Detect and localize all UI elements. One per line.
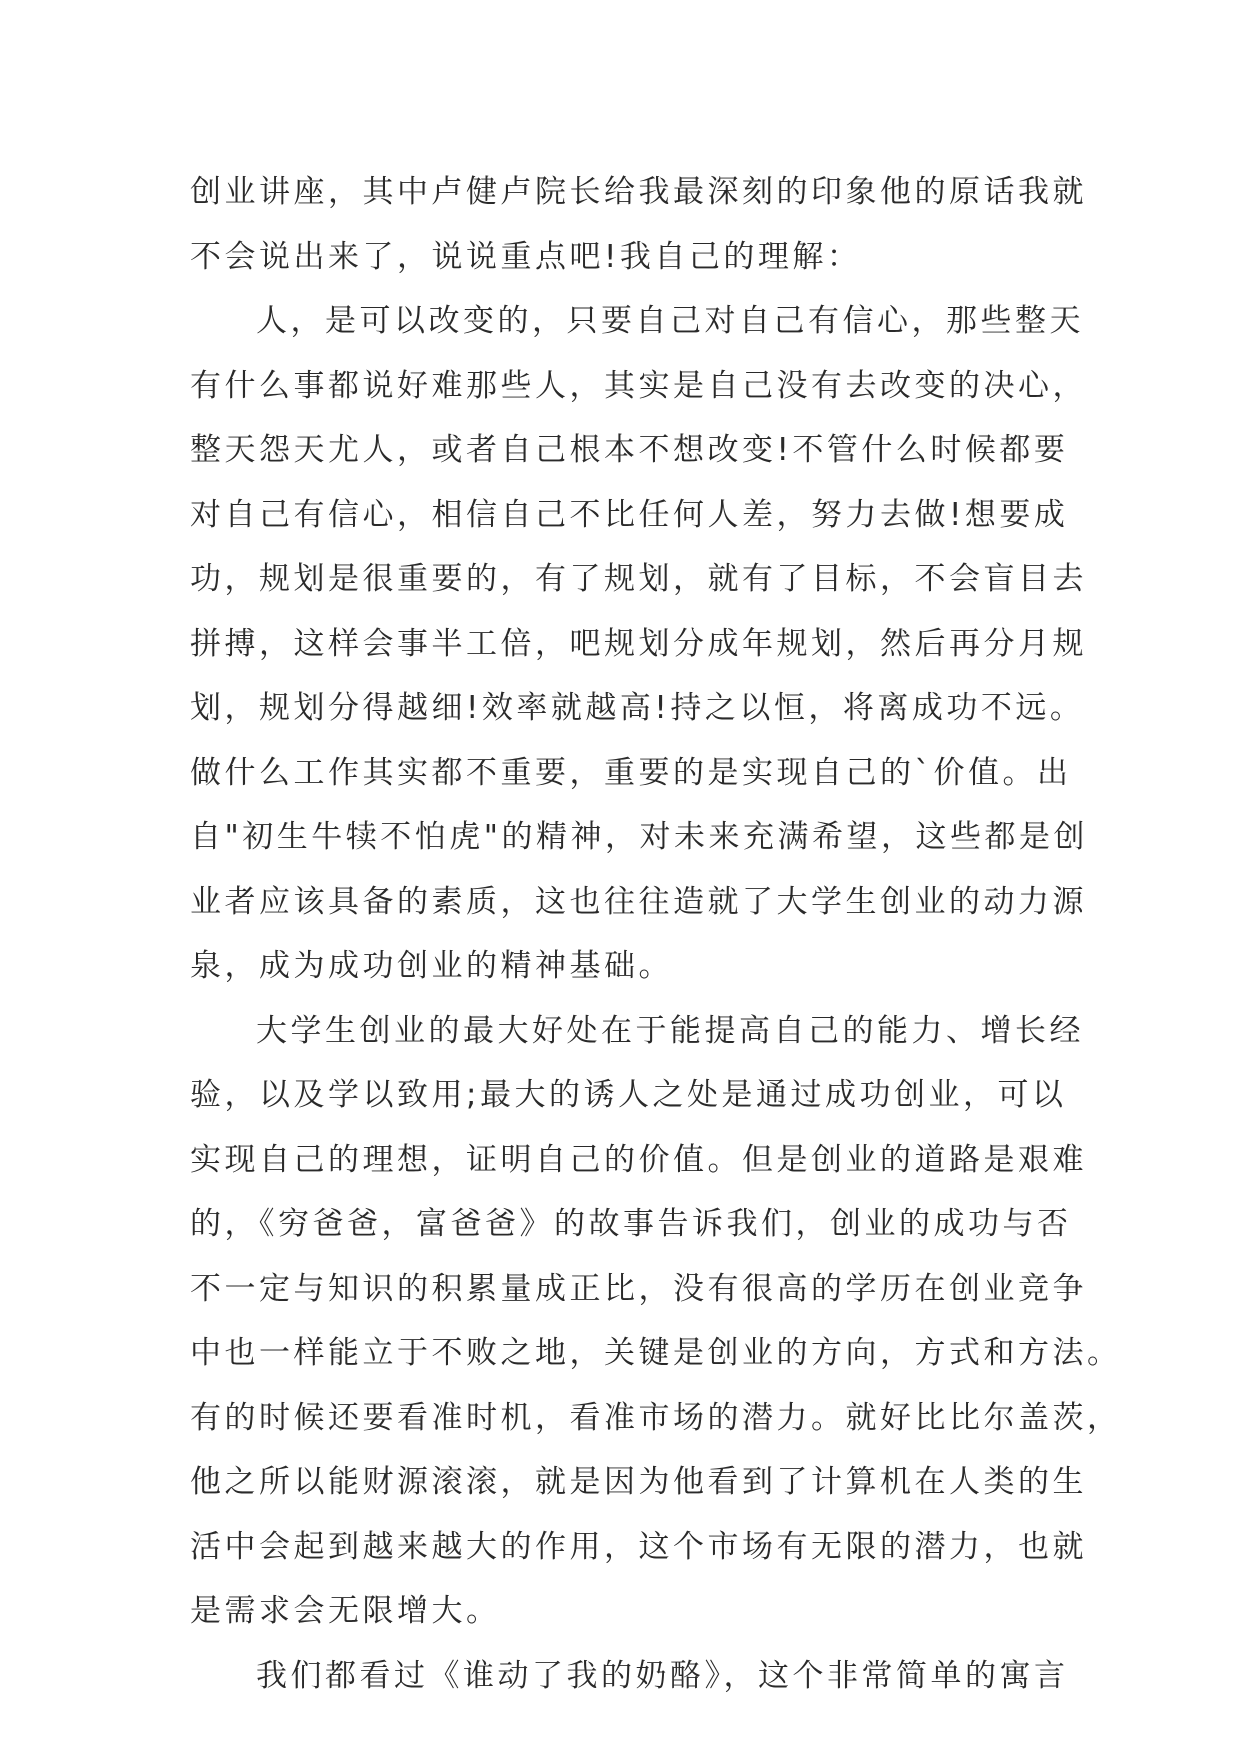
text-line: 整天怨天尤人，或者自己根本不想改变!不管什么时候都要 [190,432,1069,468]
text-line: 实现自己的理想，证明自己的价值。但是创业的道路是艰难 [190,1141,1087,1178]
text-line: 泉，成为成功创业的精神基础。 [190,948,673,984]
text-line: 有的时候还要看准时机，看准市场的潜力。就好比比尔盖茨， [190,1399,1122,1436]
text-line: 不会说出来了，说说重点吧!我自己的理解： [190,238,862,275]
paragraph-start-line: 我们都看过《谁动了我的奶酪》，这个非常简单的寓言 [256,1657,1069,1694]
text-line: 不一定与知识的积累量成正比，没有很高的学历在创业竞争 [190,1270,1087,1307]
text-line: 活中会起到越来越大的作用，这个市场有无限的潜力，也就 [190,1528,1087,1565]
text-line: 是需求会无限增大。 [190,1593,501,1629]
text-line: 划，规划分得越细!效率就越高!持之以恒，将离成功不远。 [190,690,1085,726]
paragraph-start-line: 人，是可以改变的，只要自己对自己有信心，那些整天 [256,303,1084,339]
text-line: 做什么工作其实都不重要，重要的是实现自己的`价值。出 [190,754,1072,791]
text-line: 拼搏，这样会事半工倍，吧规划分成年规划，然后再分月规 [190,625,1087,662]
text-line: 创业讲座，其中卢健卢院长给我最深刻的印象他的原话我就 [190,174,1087,210]
text-line: 验，以及学以致用;最大的诱人之处是通过成功创业，可以 [190,1077,1067,1113]
text-line: 对自己有信心，相信自己不比任何人差，努力去做!想要成 [190,496,1069,533]
text-line: 中也一样能立于不败之地，关键是创业的方向，方式和方法。 [190,1335,1122,1371]
text-line: 他之所以能财源滚滚，就是因为他看到了计算机在人类的生 [190,1464,1087,1500]
body-text [190,160,1122,1708]
text-line: 自"初生牛犊不怕虎"的精神，对未来充满希望，这些都是创 [190,819,1089,855]
text-line: 功，规划是很重要的，有了规划，就有了目标，不会盲目去 [190,561,1087,597]
text-line: 业者应该具备的素质，这也往往造就了大学生创业的动力源 [190,883,1087,920]
text-line: 的，《穷爸爸，富爸爸》的故事告诉我们，创业的成功与否 [190,1206,1072,1242]
paragraph-start-line: 大学生创业的最大好处在于能提高自己的能力、增长经 [256,1012,1084,1049]
text-line: 有什么事都说好难那些人，其实是自己没有去改变的决心， [190,367,1087,404]
